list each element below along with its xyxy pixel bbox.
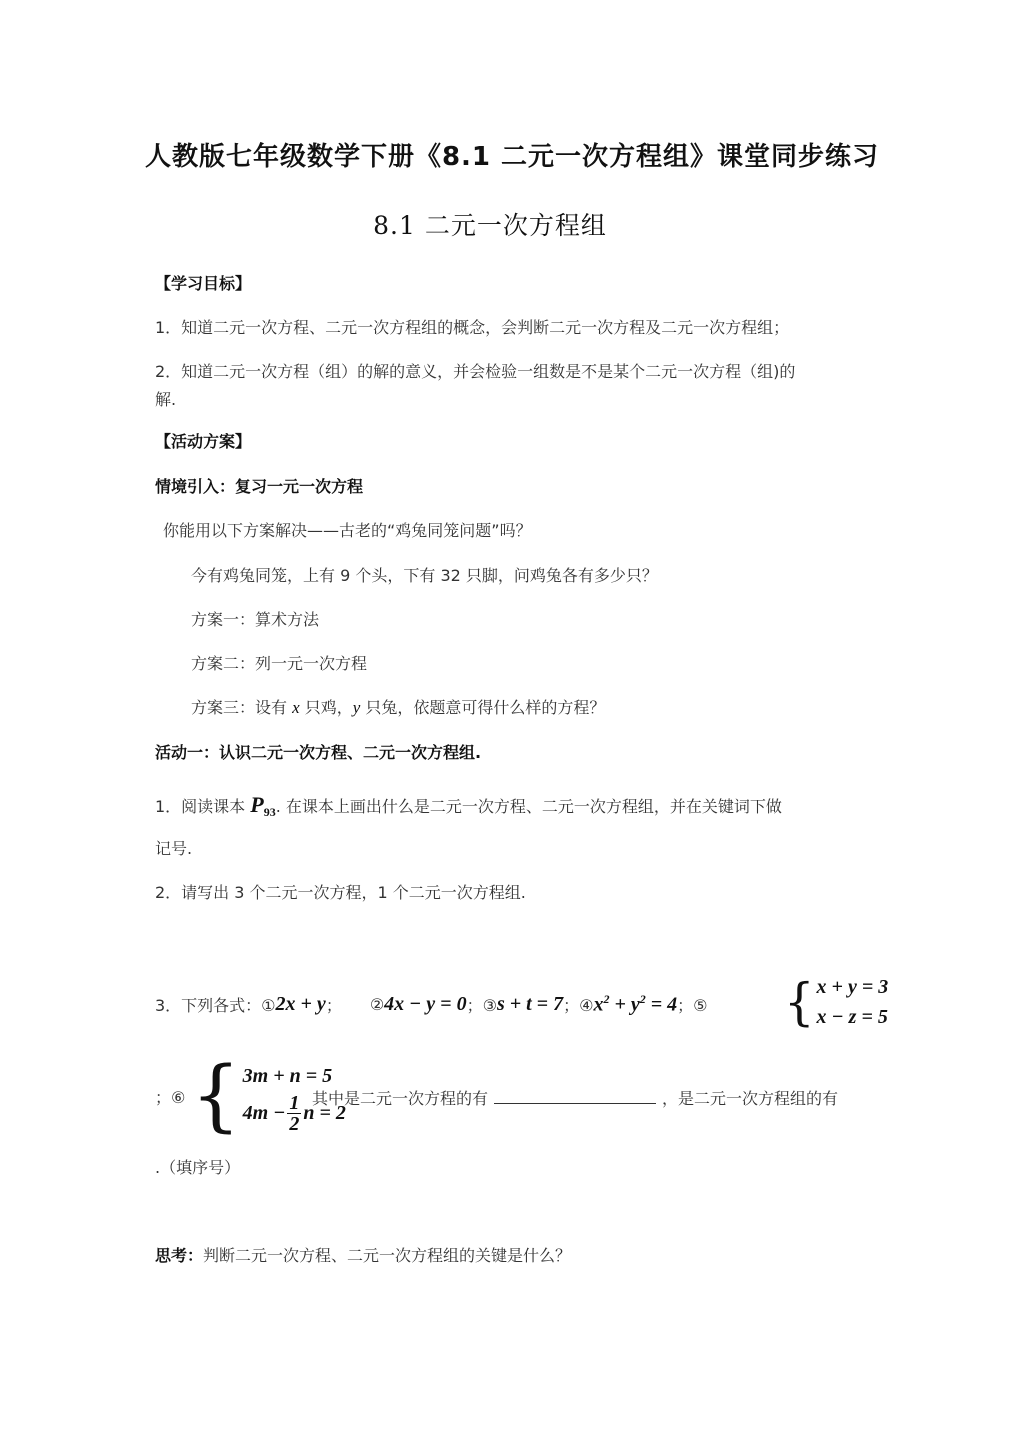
- separator-2: ；③: [466, 995, 497, 1015]
- item-3-prefix: 3．下列各式：①: [155, 995, 276, 1015]
- intro-question: 你能用以下方案解决——古老的“鸡兔同笼问题”吗？: [163, 521, 532, 540]
- system-6-line-2-a: 4m −: [242, 1102, 286, 1124]
- left-brace: {: [191, 1051, 241, 1141]
- question-text-a: 其中是二元一次方程的有: [312, 1089, 489, 1108]
- activity-plan-heading: 【活动方案】: [155, 432, 252, 451]
- separator-3: ；④: [563, 995, 594, 1015]
- activity-1-item-2: 2．请写出 3 个二元一次方程，1 个二元一次方程组.: [155, 883, 526, 902]
- system-6-line-1: 3m + n = 5: [242, 1064, 333, 1087]
- fraction-denominator: 2: [289, 1112, 300, 1135]
- textbook-page-number: 93: [263, 805, 276, 820]
- objectives-heading: 【学习目标】: [155, 274, 252, 293]
- question-text-b: ，是二元一次方程组的有: [662, 1089, 839, 1108]
- separator-1: ；: [325, 995, 342, 1015]
- objective-item-2: 2．知道二元一次方程（组）的解的意义，并会检验一组数是不是某个二元一次方程（组)的: [155, 362, 796, 381]
- eq4-x-exponent: 2: [603, 992, 610, 1006]
- textbook-page-p: P: [250, 792, 264, 817]
- question-text: [312, 1086, 838, 1109]
- system-5: [784, 972, 888, 1032]
- equation-2: 4x − y = 0: [384, 992, 467, 1015]
- objective-item-2-cont: 解.: [155, 390, 177, 409]
- activity-1-item-1-cont: 记号.: [155, 839, 193, 858]
- intro-heading: 情境引入：复习一元一次方程: [155, 477, 364, 496]
- answer-blank[interactable]: [494, 1087, 656, 1104]
- plan-3-text-b: 只鸡，: [299, 698, 353, 717]
- fraction-numerator: 1: [289, 1091, 300, 1114]
- item-1-text-a: 1．阅读课本: [155, 797, 251, 816]
- eq4-y-exponent: 2: [639, 992, 646, 1006]
- plan-2: 方案二：列一元一次方程: [191, 654, 368, 673]
- plan-3: [191, 695, 605, 718]
- document-title: 人教版七年级数学下册《8.1 二元一次方程组》课堂同步练习: [144, 142, 880, 172]
- plan-1: 方案一：算术方法: [191, 610, 320, 629]
- section-title: 8.1 二元一次方程组: [373, 211, 607, 240]
- variable-y: y: [352, 698, 361, 717]
- left-brace: {: [784, 972, 815, 1032]
- system-5-line-2: x − z = 5: [816, 1006, 888, 1028]
- system-5-line-1: x + y = 3: [816, 976, 889, 998]
- expression-1: 2x + y: [275, 992, 326, 1015]
- variable-x: x: [292, 698, 300, 717]
- plan-3-text-a: 方案三：设有: [191, 698, 293, 717]
- separator-4: ；⑤: [677, 995, 708, 1015]
- think-line: [155, 1243, 571, 1266]
- separator-5: ；⑥: [155, 1088, 186, 1107]
- activity-1-item-3: [155, 992, 707, 1017]
- eq4-end: = 4: [645, 993, 678, 1016]
- plan-3-text-c: 只兔，依题意可得什么样的方程？: [360, 698, 606, 717]
- system-6-line-2-b: n = 2: [303, 1102, 346, 1124]
- objective-item-1: 1．知道二元一次方程、二元一次方程组的概念，会判断二元一次方程及二元一次方程组；: [155, 318, 790, 337]
- equation-4: [593, 992, 677, 1017]
- eq4-y: + y: [609, 993, 640, 1016]
- equation-3: s + t = 7: [496, 992, 564, 1015]
- fraction-one-half: [287, 1093, 301, 1134]
- think-text: 判断二元一次方程、二元一次方程组的关键是什么？: [203, 1246, 572, 1265]
- activity-1-heading: 活动一：认识二元一次方程、二元一次方程组.: [155, 743, 482, 762]
- number-2: ②: [369, 994, 385, 1014]
- item-1-text-b: . 在课本上画出什么是二元一次方程、二元一次方程组，并在关键词下做: [275, 797, 782, 816]
- problem-statement: 今有鸡兔同笼，上有 9 个头，下有 32 只脚，问鸡兔各有多少只？: [191, 566, 658, 585]
- activity-1-item-1: [155, 792, 782, 820]
- think-label: 思考：: [155, 1246, 204, 1265]
- eq4-x: x: [593, 993, 604, 1016]
- question-end: .（填序号）: [155, 1158, 241, 1177]
